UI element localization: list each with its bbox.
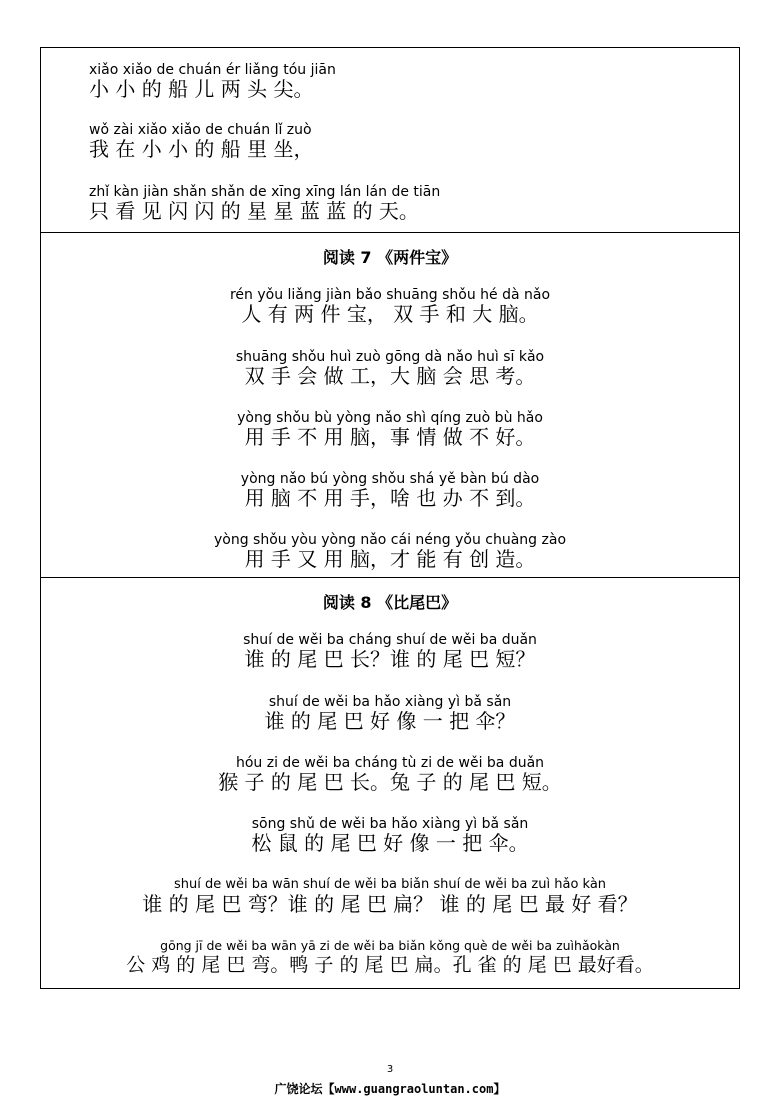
poem7-section bbox=[41, 232, 739, 578]
poem-line bbox=[89, 62, 739, 100]
section-title: 阅读 7 《两件宝》 bbox=[322, 248, 458, 267]
poem-line bbox=[41, 471, 739, 509]
hanzi-text: 小 小 的 船 儿 两 头 尖。 bbox=[89, 77, 314, 101]
hanzi-text: 谁 的 尾 巴 长？谁 的 尾 巴 短？ bbox=[244, 647, 536, 671]
pinyin-text: gōng jī de wěi ba wān yā zi de wěi ba biǎn kǒng què de wěi ba zuìhǎokàn bbox=[160, 938, 620, 953]
hanzi-text: 谁 的 尾 巴 好 像 一 把 伞？ bbox=[264, 709, 516, 733]
hanzi-text: 猴 子 的 尾 巴 长。兔 子 的 尾 巴 短。 bbox=[218, 770, 562, 794]
reading-frame bbox=[40, 47, 740, 989]
poem-line bbox=[41, 816, 739, 854]
poem8-section bbox=[41, 577, 739, 988]
poem-line bbox=[41, 755, 739, 793]
poem-line bbox=[89, 122, 739, 160]
hanzi-text: 双 手 会 做 工，大 脑 会 思 考。 bbox=[244, 364, 536, 388]
pinyin-text: zhǐ kàn jiàn shǎn shǎn de xīng xīng lán lán de tiān bbox=[89, 184, 441, 200]
pinyin-text: hóu zi de wěi ba cháng tù zi de wěi ba duǎn bbox=[235, 755, 545, 771]
hanzi-text: 公 鸡 的 尾 巴 弯。鸭 子 的 尾 巴 扁。孔 雀 的 尾 巴 最好看。 bbox=[126, 954, 654, 976]
poem-line bbox=[41, 877, 739, 915]
poem-line bbox=[41, 632, 739, 670]
poem6-section bbox=[41, 48, 739, 232]
pinyin-text: yòng shǒu yòu yòng nǎo cái néng yǒu chuàng zào bbox=[213, 532, 567, 548]
hanzi-text: 人 有 两 件 宝， 双 手 和 大 脑。 bbox=[241, 302, 539, 326]
site-footer: 广饶论坛【www.guangraoluntan.com】 bbox=[274, 1082, 506, 1096]
pinyin-text: rén yǒu liǎng jiàn bǎo shuāng shǒu hé dà nǎo bbox=[229, 287, 551, 303]
pinyin-text: shuāng shǒu huì zuò gōng dà nǎo huì sī kǎo bbox=[235, 349, 545, 365]
poem-line bbox=[41, 938, 739, 976]
hanzi-text: 用 脑 不 用 手，啥 也 办 不 到。 bbox=[244, 486, 536, 510]
pinyin-text: yòng shǒu bù yòng nǎo shì qíng zuò bù hǎo bbox=[237, 410, 543, 426]
pinyin-text: yòng nǎo bú yòng shǒu shá yě bàn bú dào bbox=[240, 471, 540, 487]
page-number: 3 bbox=[386, 1064, 394, 1075]
pinyin-text: xiǎo xiǎo de chuán ér liǎng tóu jiān bbox=[89, 62, 336, 78]
pinyin-text: shuí de wěi ba cháng shuí de wěi ba duǎn bbox=[243, 632, 537, 648]
pinyin-text: sōng shǔ de wěi ba hǎo xiàng yì bǎ sǎn bbox=[251, 816, 529, 832]
hanzi-text: 谁 的 尾 巴 弯？谁 的 尾 巴 扁？ 谁 的 尾 巴 最 好 看？ bbox=[142, 892, 638, 916]
pinyin-text: shuí de wěi ba wān shuí de wěi ba biǎn shuí de wěi ba zuì hǎo kàn bbox=[173, 877, 607, 892]
poem-line bbox=[41, 287, 739, 325]
pinyin-text: shuí de wěi ba hǎo xiàng yì bǎ sǎn bbox=[268, 694, 512, 710]
section-title: 阅读 8 《比尾巴》 bbox=[322, 593, 458, 612]
hanzi-text: 用 手 不 用 脑，事 情 做 不 好。 bbox=[244, 425, 536, 449]
hanzi-text: 我 在 小 小 的 船 里 坐， bbox=[89, 137, 314, 161]
poem-line bbox=[41, 694, 739, 732]
hanzi-text: 只 看 见 闪 闪 的 星 星 蓝 蓝 的 天。 bbox=[89, 199, 419, 223]
poem-line bbox=[89, 184, 739, 222]
hanzi-text: 松 鼠 的 尾 巴 好 像 一 把 伞。 bbox=[251, 831, 529, 855]
poem-line bbox=[41, 349, 739, 387]
poem-line bbox=[41, 532, 739, 570]
poem-line bbox=[41, 410, 739, 448]
hanzi-text: 用 手 又 用 脑，才 能 有 创 造。 bbox=[244, 547, 536, 571]
pinyin-text: wǒ zài xiǎo xiǎo de chuán lǐ zuò bbox=[89, 122, 312, 138]
